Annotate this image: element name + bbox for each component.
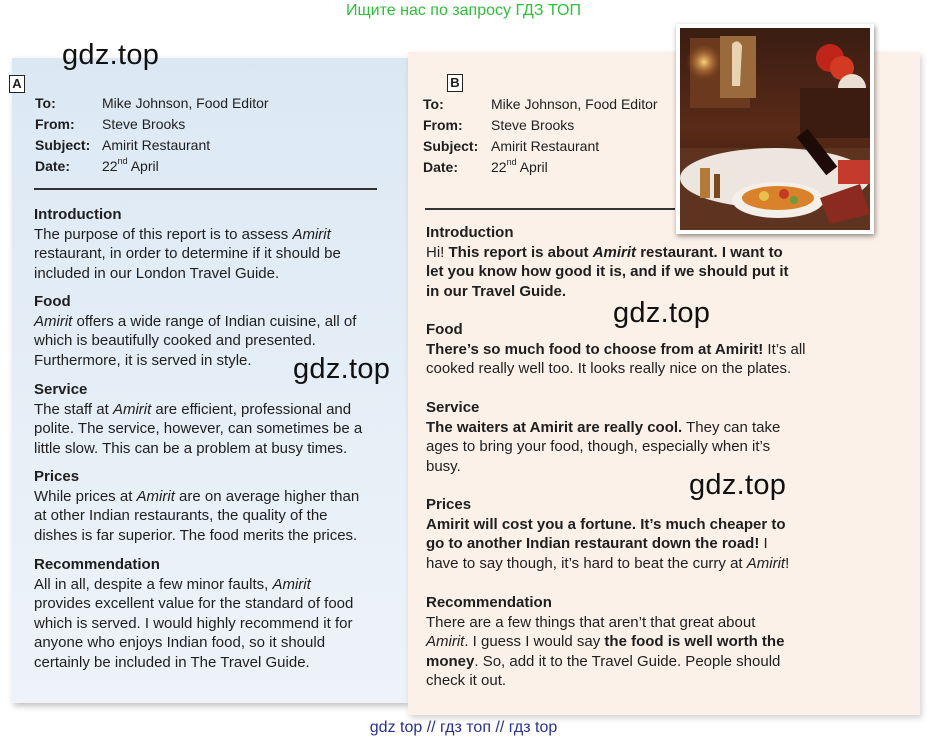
section-line: While prices at Amirit are on average higher than — [34, 487, 360, 505]
section-line: Amirit will cost you a fortune. It’s much cheaper to — [426, 515, 786, 533]
section-line: included in our London Travel Guide. — [34, 264, 280, 282]
section-line: money. So, add it to the Travel Guide. People should — [426, 652, 781, 670]
section-line: which is served. I would highly recommend it for — [34, 614, 353, 632]
section-prices — [426, 495, 846, 573]
report-a-label: A — [9, 75, 25, 93]
section-line: All in all, despite a few minor faults, Amirit — [34, 575, 311, 593]
section-title: Introduction — [426, 224, 514, 241]
header-value: Mike Johnson, Food Editor — [102, 95, 269, 111]
section-line: go to another Indian restaurant down the road! I — [426, 535, 768, 552]
header-key: To: — [423, 96, 444, 112]
section-line: have to say though, it’s hard to beat the curry at Amirit! — [426, 554, 790, 572]
section-title: Service — [34, 381, 88, 398]
section-introduction — [426, 223, 846, 301]
header-key: To: — [35, 95, 56, 111]
footer-text: gdz top // гдз топ // гдз top — [369, 719, 558, 736]
section-prices — [34, 467, 404, 545]
header-value: Mike Johnson, Food Editor — [491, 96, 658, 112]
section-recommendation — [426, 593, 846, 691]
header-key: From: — [35, 116, 75, 132]
section-line: Furthermore, it is served in style. — [34, 351, 252, 369]
watermark-2: gdz.top — [293, 353, 391, 385]
section-line: The waiters at Amirit are really cool. They can take — [426, 418, 781, 436]
header-key: Date: — [423, 159, 459, 175]
section-line: The staff at Amirit are efficient, professional and — [34, 400, 352, 418]
section-line: which is beautifully cooked and presented. — [34, 332, 316, 349]
header-key: Subject: — [423, 138, 479, 154]
header-key: From: — [423, 117, 463, 133]
restaurant-table-image — [680, 28, 870, 230]
header-value: 22nd April — [491, 157, 548, 175]
header-key: Date: — [35, 158, 71, 174]
watermark-4: gdz.top — [689, 469, 787, 501]
section-title: Prices — [426, 496, 472, 513]
header-value: Amirit Restaurant — [491, 138, 600, 154]
report-b-divider — [425, 208, 675, 210]
header-value: Amirit Restaurant — [102, 137, 211, 153]
section-title: Recommendation — [426, 594, 552, 611]
top-banner: Ищите нас по запросу ГДЗ ТОП — [346, 2, 581, 19]
section-title: Recommendation — [34, 556, 160, 573]
section-introduction — [34, 205, 404, 283]
section-title: Food — [426, 321, 463, 338]
section-line: There are a few things that aren’t that great about — [426, 613, 756, 631]
section-line: anyone who enjoys Indian food, so it should — [34, 634, 326, 651]
section-line: at other Indian restaurants, the quality of the — [34, 507, 328, 524]
watermark-1: gdz.top — [62, 39, 160, 71]
section-title: Food — [34, 293, 71, 310]
section-line: polite. The service, however, can sometimes be a — [34, 420, 363, 437]
section-line: provides excellent value for the standard of food — [34, 595, 354, 612]
header-value: Steve Brooks — [102, 116, 186, 132]
section-line: Amirit. I guess I would say the food is well worth the — [426, 633, 785, 650]
section-line: certainly be included in The Travel Guide. — [34, 653, 310, 671]
section-line: let you know how good it is, and if we should put it — [426, 263, 789, 280]
section-line: Hi! This report is about Amirit restaurant. I want to — [426, 243, 783, 261]
section-line: check it out. — [426, 672, 507, 689]
report-a-divider — [34, 188, 377, 190]
header-key: Subject: — [35, 137, 91, 153]
section-line: ages to bring your food, though, especially when it’s — [426, 438, 771, 455]
watermark-3: gdz.top — [613, 297, 711, 329]
section-line: restaurant, in order to determine if it should be — [34, 245, 341, 262]
section-line: cooked really well too. It looks really nice on the plates. — [426, 360, 792, 377]
section-line: There’s so much food to choose from at Amirit! It’s all — [426, 340, 806, 358]
section-line: in our Travel Guide. — [426, 282, 567, 300]
section-line: little slow. This can be a problem at busy times. — [34, 439, 348, 457]
report-b-label: B — [447, 74, 463, 92]
section-line: The purpose of this report is to assess Amirit — [34, 225, 331, 243]
section-line: dishes is far superior. The food merits the prices. — [34, 526, 358, 544]
header-value: 22nd April — [102, 156, 159, 174]
section-line: Amirit offers a wide range of Indian cuisine, all of — [34, 312, 357, 330]
section-recommendation — [34, 555, 404, 672]
section-service — [34, 380, 404, 458]
section-title: Prices — [34, 468, 80, 485]
section-title: Introduction — [34, 206, 122, 223]
section-line: busy. — [426, 457, 461, 475]
header-value: Steve Brooks — [491, 117, 575, 133]
section-service — [426, 398, 846, 476]
section-title: Service — [426, 399, 480, 416]
restaurant-photo — [676, 24, 874, 234]
